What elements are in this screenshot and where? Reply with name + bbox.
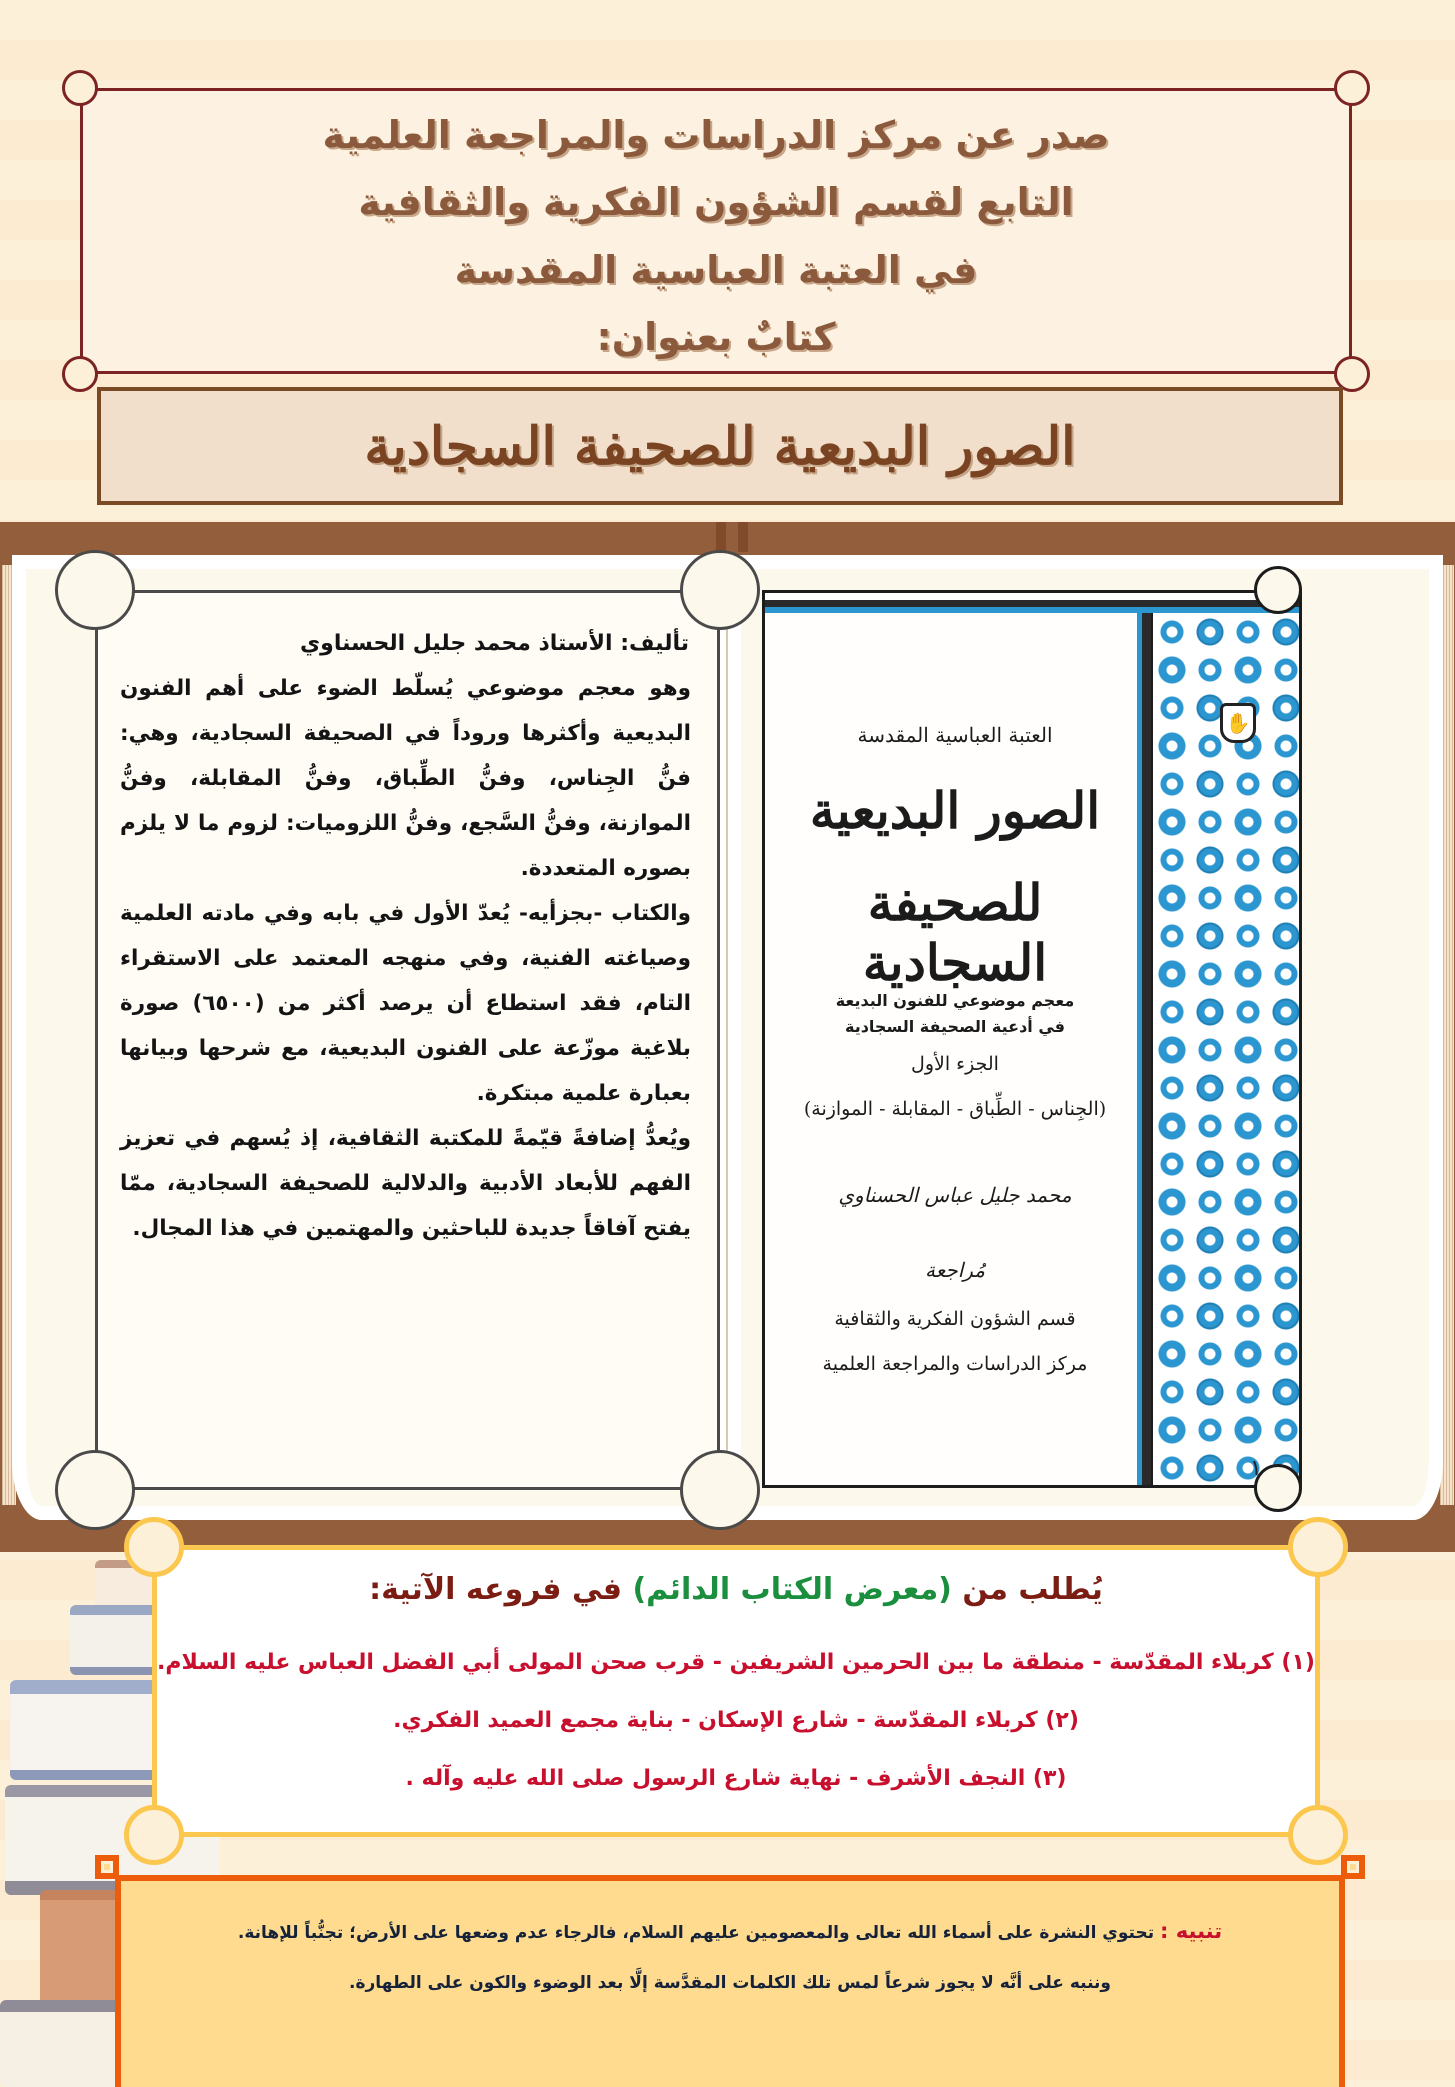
availability-box [152,1545,1320,1837]
heading-prefix: يُطلب من [962,1572,1103,1607]
corner-notch [1288,1517,1348,1577]
availability-heading [157,1572,1315,1607]
book-titled-label: كتابٌ بعنوان: [596,315,836,360]
notice-line-2: وننبه على أنَّه لا يجوز شرعاً لمس تلك الكلمات المقدَّسة إلَّا بعد الوضوء والكون على الطهارة. [349,1973,1111,1993]
corner-ornament [1341,1855,1365,1879]
author-line: تأليف: الأستاذ محمد جليل الحسناوي [300,631,689,656]
shrine-emblem-icon: ✋ [1220,703,1256,743]
cover-subtitle-line2: في أدعية الصحيفة السجادية [844,1017,1065,1036]
branch-item: (٢) كربلاء المقدّسة - شارع الإسكان - بناية مجمع العميد الفكري. [393,1708,1079,1733]
cover-part: الجزء الأول [911,1053,999,1075]
description-panel [95,590,720,1490]
notice-box [115,1875,1345,2087]
cover-review-center: مركز الدراسات والمراجعة العلمية [822,1353,1088,1375]
cover-shrine-name: العتبة العباسية المقدسة [857,723,1053,747]
corner-notch [680,1450,760,1530]
cover-subtitle-line1: معجم موضوعي للفنون البديعة [835,991,1075,1010]
cover-review-label: مُراجعة [924,1258,986,1282]
branch-item: (٣) النجف الأشرف - نهاية شارع الرسول صلى الله عليه وآله . [405,1766,1067,1791]
cover-top-band [765,593,1299,613]
publisher-header-box [80,88,1352,374]
book-spine [738,522,748,552]
book-gutter [726,555,728,1515]
notice-label: تنبيه : [1160,1919,1223,1943]
cover-title-line1: الصور البديعية [809,781,1101,840]
corner-notch [55,1450,135,1530]
cover-author: محمد جليل عباس الحسناوي [838,1183,1072,1207]
book-cover-image [762,590,1302,1488]
corner-notch [55,550,135,630]
description-paragraph: ويُعدُّ إضافةً قيّمةً للمكتبة الثقافية، إذ يُسهم في تعزيز الفهم للأبعاد الأدبية والدلالية للصحيفة السجادية، ممّا يفتح آفاقاً جديدة للباحثين والمهتمين في هذا المجال. [120,1126,691,1241]
cover-title-line2: للصحيفة السجادية [862,873,1048,992]
corner-notch [680,550,760,630]
book-illustration [0,2000,130,2087]
book-title-bar [97,387,1343,505]
book-fair-name: (معرض الكتاب الدائم) [632,1572,952,1607]
description-paragraph: وهو معجم موضوعي يُسلّط الضوء على أهم الفنون البديعية وأكثرها وروداً في الصحيفة السجادية، وهي: فنُّ الجِناس، وفنُّ الطِّباق، وفنُّ المقابلة، وفنُّ الموازنة، وفنُّ السَّجع، وفنُّ اللزوميات: لزوم ما لا يلزم بصوره المتعددة. [120,676,691,881]
branch-item: (١) كربلاء المقدّسة - منطقة ما بين الحرمين الشريفين - قرب صحن المولى أبي الفضل العباس عليه السلام. [157,1650,1315,1675]
description-paragraph: والكتاب -بجزأيه- يُعدّ الأول في بابه وفي مادته العلمية وصياغته الفنية، وفي منهجه المعتمد على الاستقراء التام، فقد استطاع أن يرصد أكثر من (٦٥٠٠) صورة بلاغية موزّعة على الفنون البديعية، مع شرحها وبيانها بعبارة علمية مبتكرة. [120,901,691,1106]
corner-notch [1254,566,1302,614]
corner-ornament [95,1855,119,1879]
cover-review-dept: قسم الشؤون الفكرية والثقافية [834,1308,1076,1330]
cover-subtitle [775,988,1135,1040]
book-title: الصور البديعية للصحيفة السجادية [364,415,1076,477]
cover-topics: (الجِناس - الطِّباق - المقابلة - الموازنة) [803,1098,1107,1120]
page-number: ١ [1250,1456,1262,1481]
publisher-line: صدر عن مركز الدراسات والمراجعة العلمية [322,112,1110,157]
arabesque-pattern [1151,613,1299,1485]
cover-side-band [1137,613,1151,1485]
corner-notch [1288,1805,1348,1865]
shrine-line: في العتبة العباسية المقدسة [454,247,978,292]
notice-text: تحتوي النشرة على أسماء الله تعالى والمعصومين عليهم السلام، فالرجاء عدم وضعها على الأرض؛ تجنُّباً للإهانة. [237,1923,1155,1943]
department-line: التابع لقسم الشؤون الفكرية والثقافية [358,180,1074,225]
notice-line-1 [151,1919,1309,1943]
corner-notch [124,1517,184,1577]
corner-notch [124,1805,184,1865]
book-spine [716,522,726,552]
heading-suffix: في فروعه الآتية: [369,1572,622,1607]
